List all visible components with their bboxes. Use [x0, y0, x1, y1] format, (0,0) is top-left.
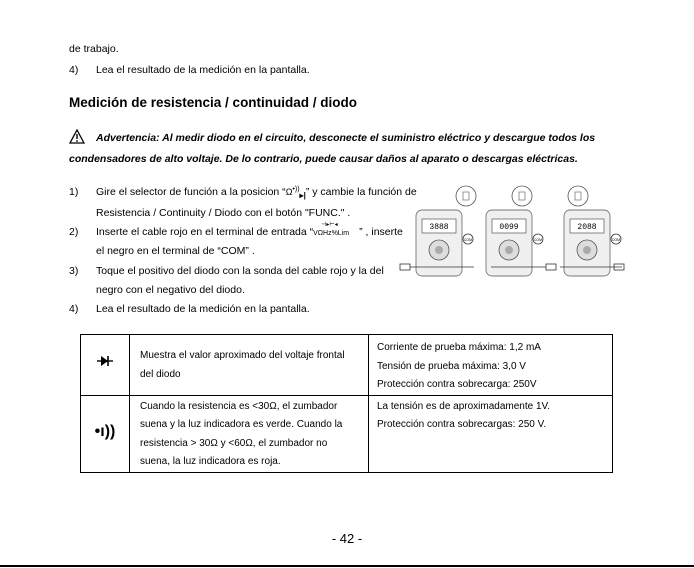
step-2-number: 2) — [69, 226, 79, 238]
section-title: Medición de resistencia / continuidad / diodo — [69, 95, 358, 110]
diode-description — [130, 335, 369, 396]
step-4-line-1: Lea el resultado de la medición en la pantalla. — [96, 303, 310, 315]
step-2-line-1 — [96, 222, 403, 238]
multimeter-1 — [400, 186, 476, 276]
prev-step-text: Lea el resultado de la medición en la pantalla. — [96, 64, 310, 76]
meter-2-display: 0099 — [499, 223, 519, 232]
multimeter-illustrations — [396, 184, 626, 284]
continuity-desc-line-4: suena, la luz indicadora es roja. — [140, 456, 281, 467]
continued-text: de trabajo. — [69, 43, 119, 55]
step-3-line-2: negro con el negativo del diodo. — [96, 284, 245, 296]
continuity-spec-line-1: La tensión es de aproximadamente 1V. — [377, 400, 551, 412]
step-2-line-2: el negro en el terminal de “COM” . — [96, 245, 255, 257]
svg-text:COM: COM — [611, 238, 621, 242]
prev-step-number: 4) — [69, 64, 79, 76]
step-3-line-1: Toque el positivo del diodo con la sonda del cable rojo y la del — [96, 265, 384, 277]
step-4-number: 4) — [69, 303, 79, 315]
step-1-line-2: Resistencia / Continuity / Diodo con el botón "FUNC." . — [96, 207, 351, 219]
continuity-icon-cell — [81, 395, 130, 472]
meter-1-display: 3888 — [429, 223, 449, 232]
diode-spec-line-3: Protección contra sobrecarga: 250V — [377, 379, 537, 390]
diode-icon — [97, 354, 113, 368]
continuity-desc-line-3: resistencia > 30Ω y <60Ω, el zumbador no — [140, 437, 328, 449]
input-jack-symbol: ⊣▸⊢◂ VΩHz%Lim — [313, 222, 350, 238]
continuity-desc-line-2: suena y la luz indicadora es verde. Cuando la — [140, 419, 343, 430]
multimeter-2 — [486, 186, 556, 276]
selector-symbol: Ω•))▸| — [285, 186, 306, 200]
diode-desc-line-1: Muestra el valor aproximado del voltaje frontal — [140, 350, 345, 361]
step-2-text-a: Inserte el cable rojo en el terminal de entrada “ — [96, 226, 314, 238]
diode-icon-cell — [81, 335, 130, 396]
diode-spec-line-1: Corriente de prueba máxima: 1,2 mA — [377, 342, 541, 353]
continuity-specs — [369, 395, 613, 472]
svg-text:COM: COM — [463, 238, 473, 242]
table-row — [81, 335, 613, 396]
warning-line-2: condensadores de alto voltaje. De lo contrario, puede causar daños al aparato o descargas eléctricas. — [69, 153, 578, 165]
multimeter-3 — [560, 186, 624, 276]
step-1-line-1 — [96, 186, 417, 200]
continuity-description — [130, 395, 369, 472]
continuity-spec-line-2: Protección contra sobrecargas: 250 V. — [377, 419, 547, 430]
table-row — [81, 395, 613, 472]
step-1-number: 1) — [69, 186, 79, 198]
page-bottom-border — [0, 565, 694, 567]
step-2-text-b: ” , inserte — [359, 226, 403, 238]
step-1-text-b: ” y cambie la función de — [305, 186, 417, 198]
diode-spec-line-2: Tensión de prueba máxima: 3,0 V — [377, 360, 526, 372]
continuity-icon: •ı)) — [94, 423, 116, 441]
spec-table — [80, 334, 613, 473]
meter-3-display: 2088 — [577, 223, 597, 232]
warning-line-1: Advertencia: Al medir diodo en el circuito, desconecte el suministro eléctrico y descargue todos los — [96, 132, 596, 144]
step-3-number: 3) — [69, 265, 79, 277]
page-number: - 42 - — [331, 531, 363, 546]
warning-icon — [69, 129, 85, 144]
continuity-desc-line-1: Cuando la resistencia es <30Ω, el zumbador — [140, 400, 338, 412]
diode-specs — [369, 335, 613, 396]
svg-text:COM: COM — [533, 238, 543, 242]
diode-desc-line-2: del diodo — [140, 368, 181, 380]
step-1-text-a: Gire el selector de función a la posicion “ — [96, 186, 286, 198]
